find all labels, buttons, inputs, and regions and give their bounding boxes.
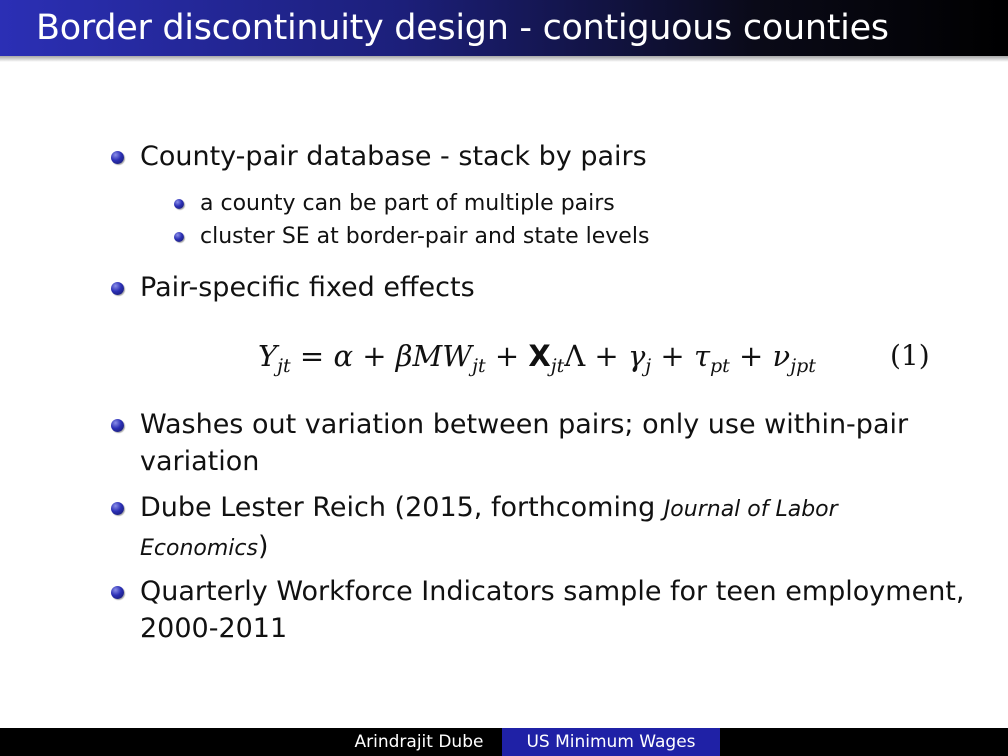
bullet-3-line-1: Washes out variation between pairs; only use within-pair [140, 409, 909, 440]
bullet-4-line-1 [140, 489, 838, 528]
bullet-3-line-2: variation [140, 446, 260, 477]
eq-nu-sub: jpt [790, 355, 816, 377]
eq-beta: β [395, 339, 413, 373]
eq-mw-sub: jt [472, 355, 486, 377]
closing-paren: ) [257, 531, 269, 562]
bullet-5-line-1: Quarterly Workforce Indicators sample for teen employment, [140, 576, 965, 607]
eq-gamma: γ [627, 339, 646, 373]
eq-lhs-sub: jt [277, 355, 291, 377]
eq-x-sub: jt [550, 355, 565, 377]
eq-tau: τ [693, 339, 710, 373]
eq-alpha: α [333, 339, 354, 373]
regression-equation [258, 336, 816, 376]
eq-lambda: Λ [564, 339, 586, 373]
equation-number: (1) [890, 339, 930, 372]
citation-text: Dube Lester Reich (2015, forthcoming [140, 492, 664, 523]
eq-plus: + [594, 339, 619, 373]
sub-bullet-2-text: cluster SE at border-pair and state levels [200, 224, 650, 249]
footer-short-title: US Minimum Wages [502, 728, 720, 756]
eq-nu: ν [772, 339, 791, 373]
eq-plus: + [494, 339, 520, 373]
sub-bullet-icon [174, 232, 184, 242]
eq-plus: + [362, 339, 387, 373]
sub-bullet-icon [174, 199, 184, 209]
bullet-2-text: Pair-specific fixed effects [140, 272, 475, 303]
eq-tau-sub: pt [709, 355, 730, 377]
title-bar [0, 0, 1008, 56]
slide-title: Border discontinuity design - contiguous counties [36, 8, 889, 48]
eq-lhs: Y [258, 339, 278, 373]
eq-gamma-sub: j [645, 355, 652, 377]
journal-name-part-1: Journal of Labor [663, 497, 838, 522]
footer-author: Arindrajit Dube [336, 728, 502, 756]
bullet-icon [111, 502, 124, 515]
bullet-5-line-2: 2000-2011 [140, 613, 288, 644]
bullet-icon [111, 586, 124, 599]
bullet-1-text: County-pair database - stack by pairs [140, 141, 647, 172]
bullet-icon [111, 151, 124, 164]
eq-equals: = [299, 339, 325, 373]
eq-x: X [528, 339, 551, 373]
bullet-icon [111, 419, 124, 432]
bullet-icon [111, 282, 124, 295]
eq-plus: + [660, 339, 685, 373]
eq-mw: MW [412, 339, 473, 373]
bullet-4-line-2 [140, 528, 269, 567]
journal-name-part-2: Economics [140, 536, 258, 561]
title-bar-shadow [0, 56, 1008, 62]
eq-plus: + [739, 339, 764, 373]
footer-bar [0, 728, 1008, 756]
sub-bullet-1-text: a county can be part of multiple pairs [200, 191, 615, 216]
